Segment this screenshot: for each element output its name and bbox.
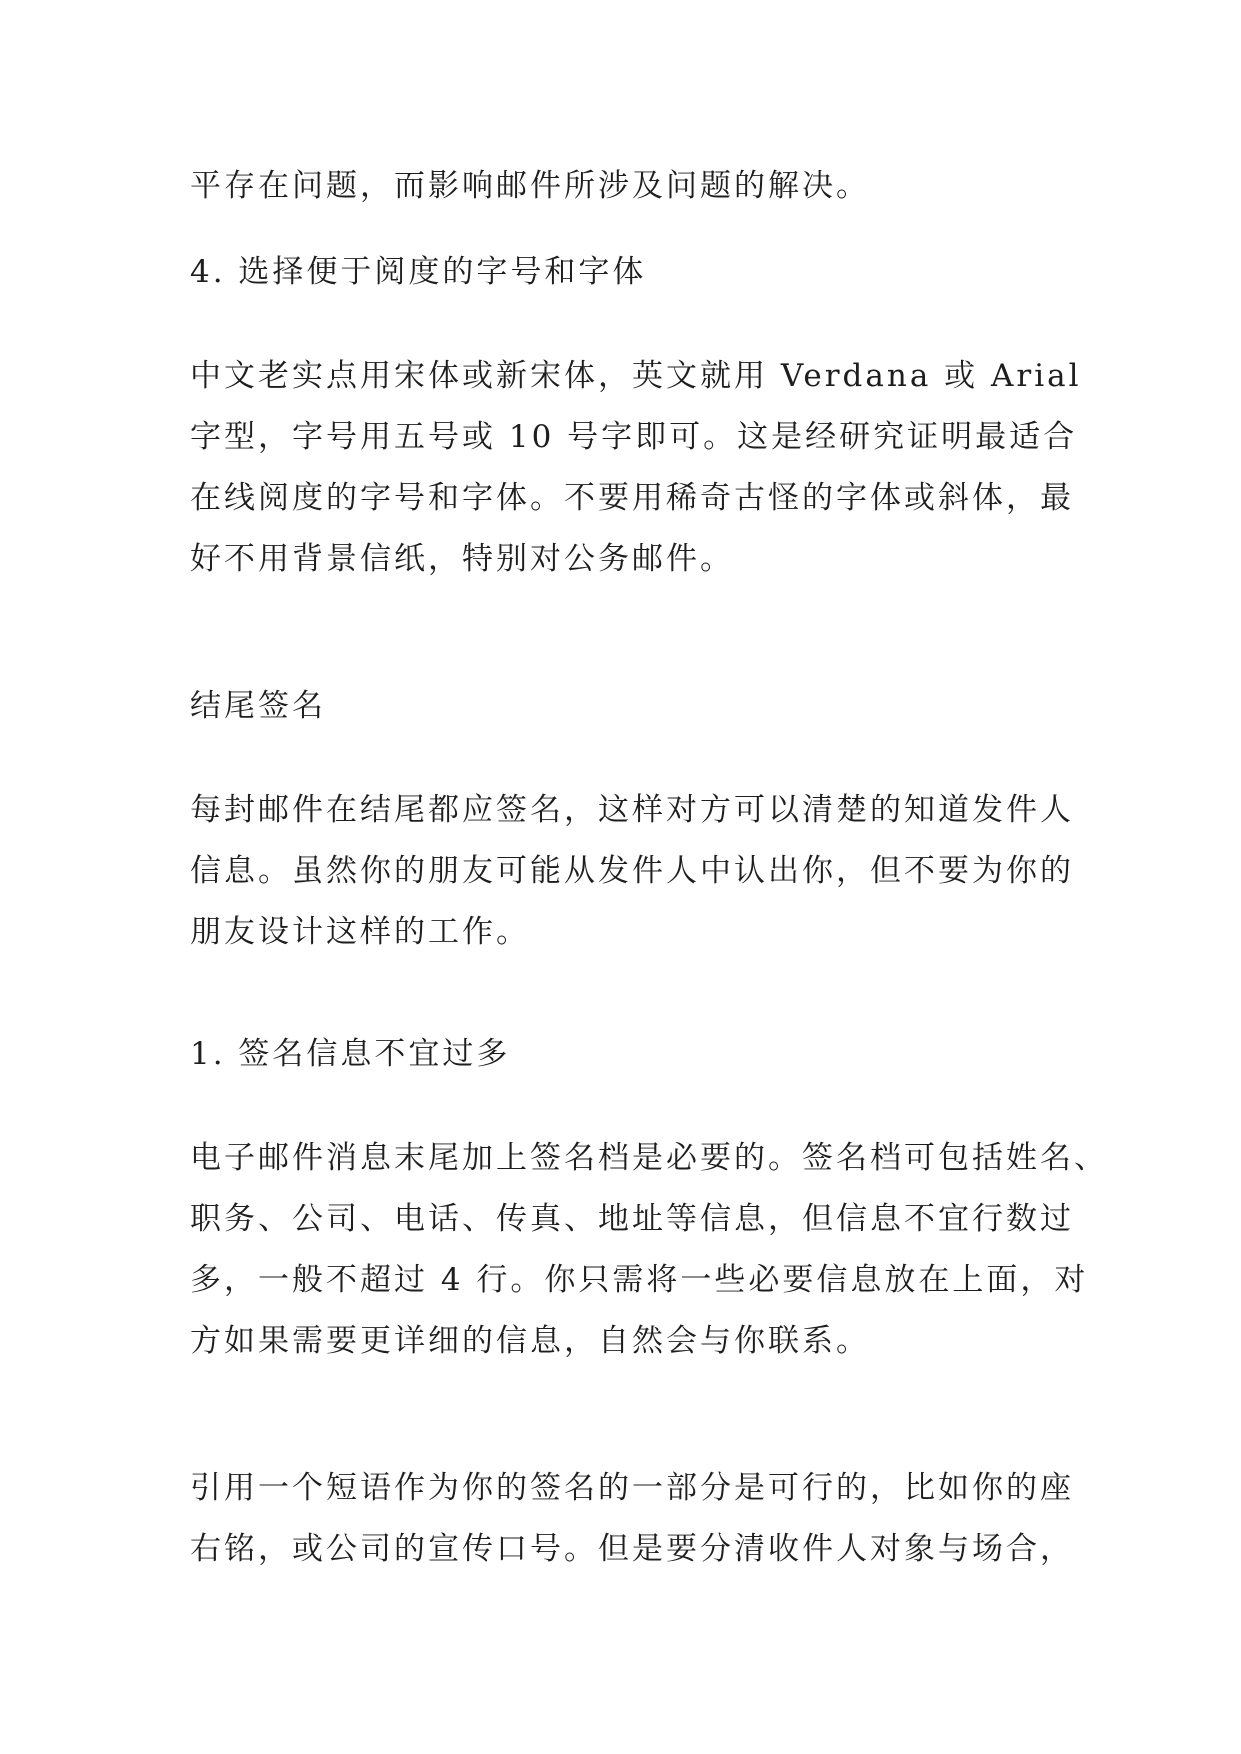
text-line: 朋友设计这样的工作。 — [190, 914, 530, 950]
paragraph-signature-intro — [190, 780, 1074, 963]
heading-line: 1. 签名信息不宜过多 — [190, 1036, 511, 1072]
text-line: 信息。虽然你的朋友可能从发件人中认出你，但不要为你的 — [190, 853, 1074, 889]
text-line: 平存在问题，而影响邮件所涉及问题的解决。 — [190, 168, 870, 204]
heading-line: 结尾签名 — [190, 688, 326, 724]
text-line: 电子邮件消息末尾加上签名档是必要的。签名档可包括姓名、 — [190, 1140, 1108, 1176]
paragraph-signature-details — [190, 1128, 1108, 1372]
text-line: 右铭，或公司的宣传口号。但是要分清收件人对象与场合， — [190, 1531, 1074, 1567]
section-heading-signature-length — [190, 1024, 1070, 1085]
section-heading-signature — [190, 676, 1070, 737]
text-line: 字型，字号用五号或 10 号字即可。这是经研究证明最适合 — [190, 419, 1078, 455]
text-line: 中文老实点用宋体或新宋体，英文就用 Verdana 或 Arial — [190, 358, 1082, 394]
text-line: 多，一般不超过 4 行。你只需将一些必要信息放在上面，对 — [190, 1262, 1089, 1298]
paragraph-continuation — [190, 156, 1070, 217]
text-line: 职务、公司、电话、传真、地址等信息，但信息不宜行数过 — [190, 1201, 1074, 1237]
text-line: 方如果需要更详细的信息，自然会与你联系。 — [190, 1323, 870, 1359]
text-line: 在线阅度的字号和字体。不要用稀奇古怪的字体或斜体，最 — [190, 480, 1074, 516]
paragraph-signature-quote — [190, 1458, 1074, 1580]
text-line: 每封邮件在结尾都应签名，这样对方可以清楚的知道发件人 — [190, 792, 1074, 828]
paragraph-font-advice — [190, 346, 1082, 590]
text-line: 好不用背景信纸，特别对公务邮件。 — [190, 541, 734, 577]
heading-line: 4. 选择便于阅度的字号和字体 — [190, 254, 647, 290]
text-line: 引用一个短语作为你的签名的一部分是可行的，比如你的座 — [190, 1470, 1074, 1506]
section-heading-font-choice — [190, 242, 1070, 303]
